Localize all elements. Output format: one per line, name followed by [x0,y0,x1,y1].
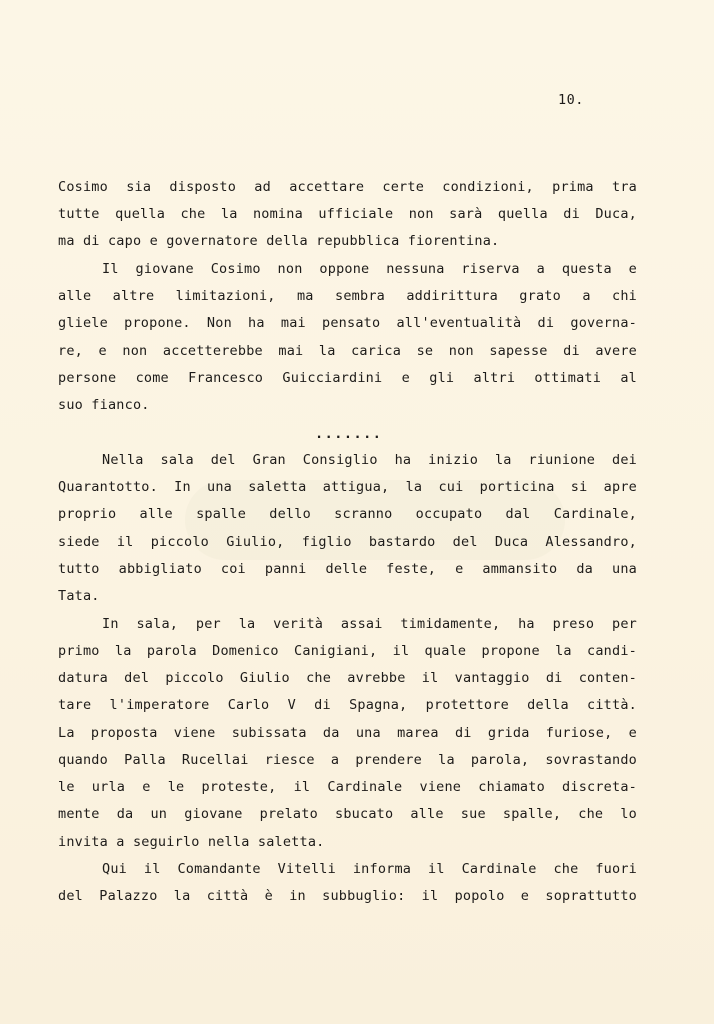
text-line: invita a seguirlo nella saletta. [58,834,325,850]
text-line: mente da un giovane prelato sbucato alle sue spalle, che lo [58,806,637,822]
text-line: Qui il Comandante Vitelli informa il Cardinale che fuori [102,861,637,877]
text-line: La proposta viene subissata da una marea di grida furiose, e [58,725,637,741]
text-line: alle altre limitazioni, ma sembra addirittura grato a chi [58,288,637,304]
text-line: proprio alle spalle dello scranno occupato dal Cardinale, [58,506,637,522]
page-number: 10. [558,92,584,108]
text-line: tutte quella che la nomina ufficiale non sarà quella di Duca, [58,206,637,222]
text-line: le urla e le proteste, il Cardinale viene chiamato discreta- [58,779,637,795]
text-line: Quarantotto. In una saletta attigua, la cui porticina si apre [58,479,637,495]
text-line: Cosimo sia disposto ad accettare certe condizioni, prima tra [58,179,637,195]
text-line: siede il piccolo Giulio, figlio bastardo del Duca Alessandro, [58,534,637,550]
text-line: gliele propone. Non ha mai pensato all'eventualità di governa- [58,315,637,331]
text-line: suo fianco. [58,397,150,413]
text-line: Il giovane Cosimo non oppone nessuna riserva a questa e [102,261,637,277]
text-line: Tata. [58,588,100,604]
text-line: tare l'imperatore Carlo V di Spagna, protettore della città. [58,697,637,713]
text-line: primo la parola Domenico Canigiani, il quale propone la candi- [58,643,637,659]
text-line: re, e non accetterebbe mai la carica se non sapesse di avere [58,343,637,359]
text-line: Nella sala del Gran Consiglio ha inizio la riunione dei [102,452,637,468]
text-line: datura del piccolo Giulio che avrebbe il vantaggio di conten- [58,670,637,686]
text-line: In sala, per la verità assai timidamente, ha preso per [102,616,637,632]
text-line: ma di capo e governatore della repubblica fiorentina. [58,233,500,249]
text-line: persone come Francesco Guicciardini e gli altri ottimati al [58,370,637,386]
section-separator: ....... [315,426,383,442]
text-line: tutto abbigliato coi panni delle feste, e ammansito da una [58,561,637,577]
text-line: del Palazzo la città è in subbuglio: il popolo e soprattutto [58,888,637,904]
text-line: quando Palla Rucellai riesce a prendere la parola, sovrastando [58,752,637,768]
